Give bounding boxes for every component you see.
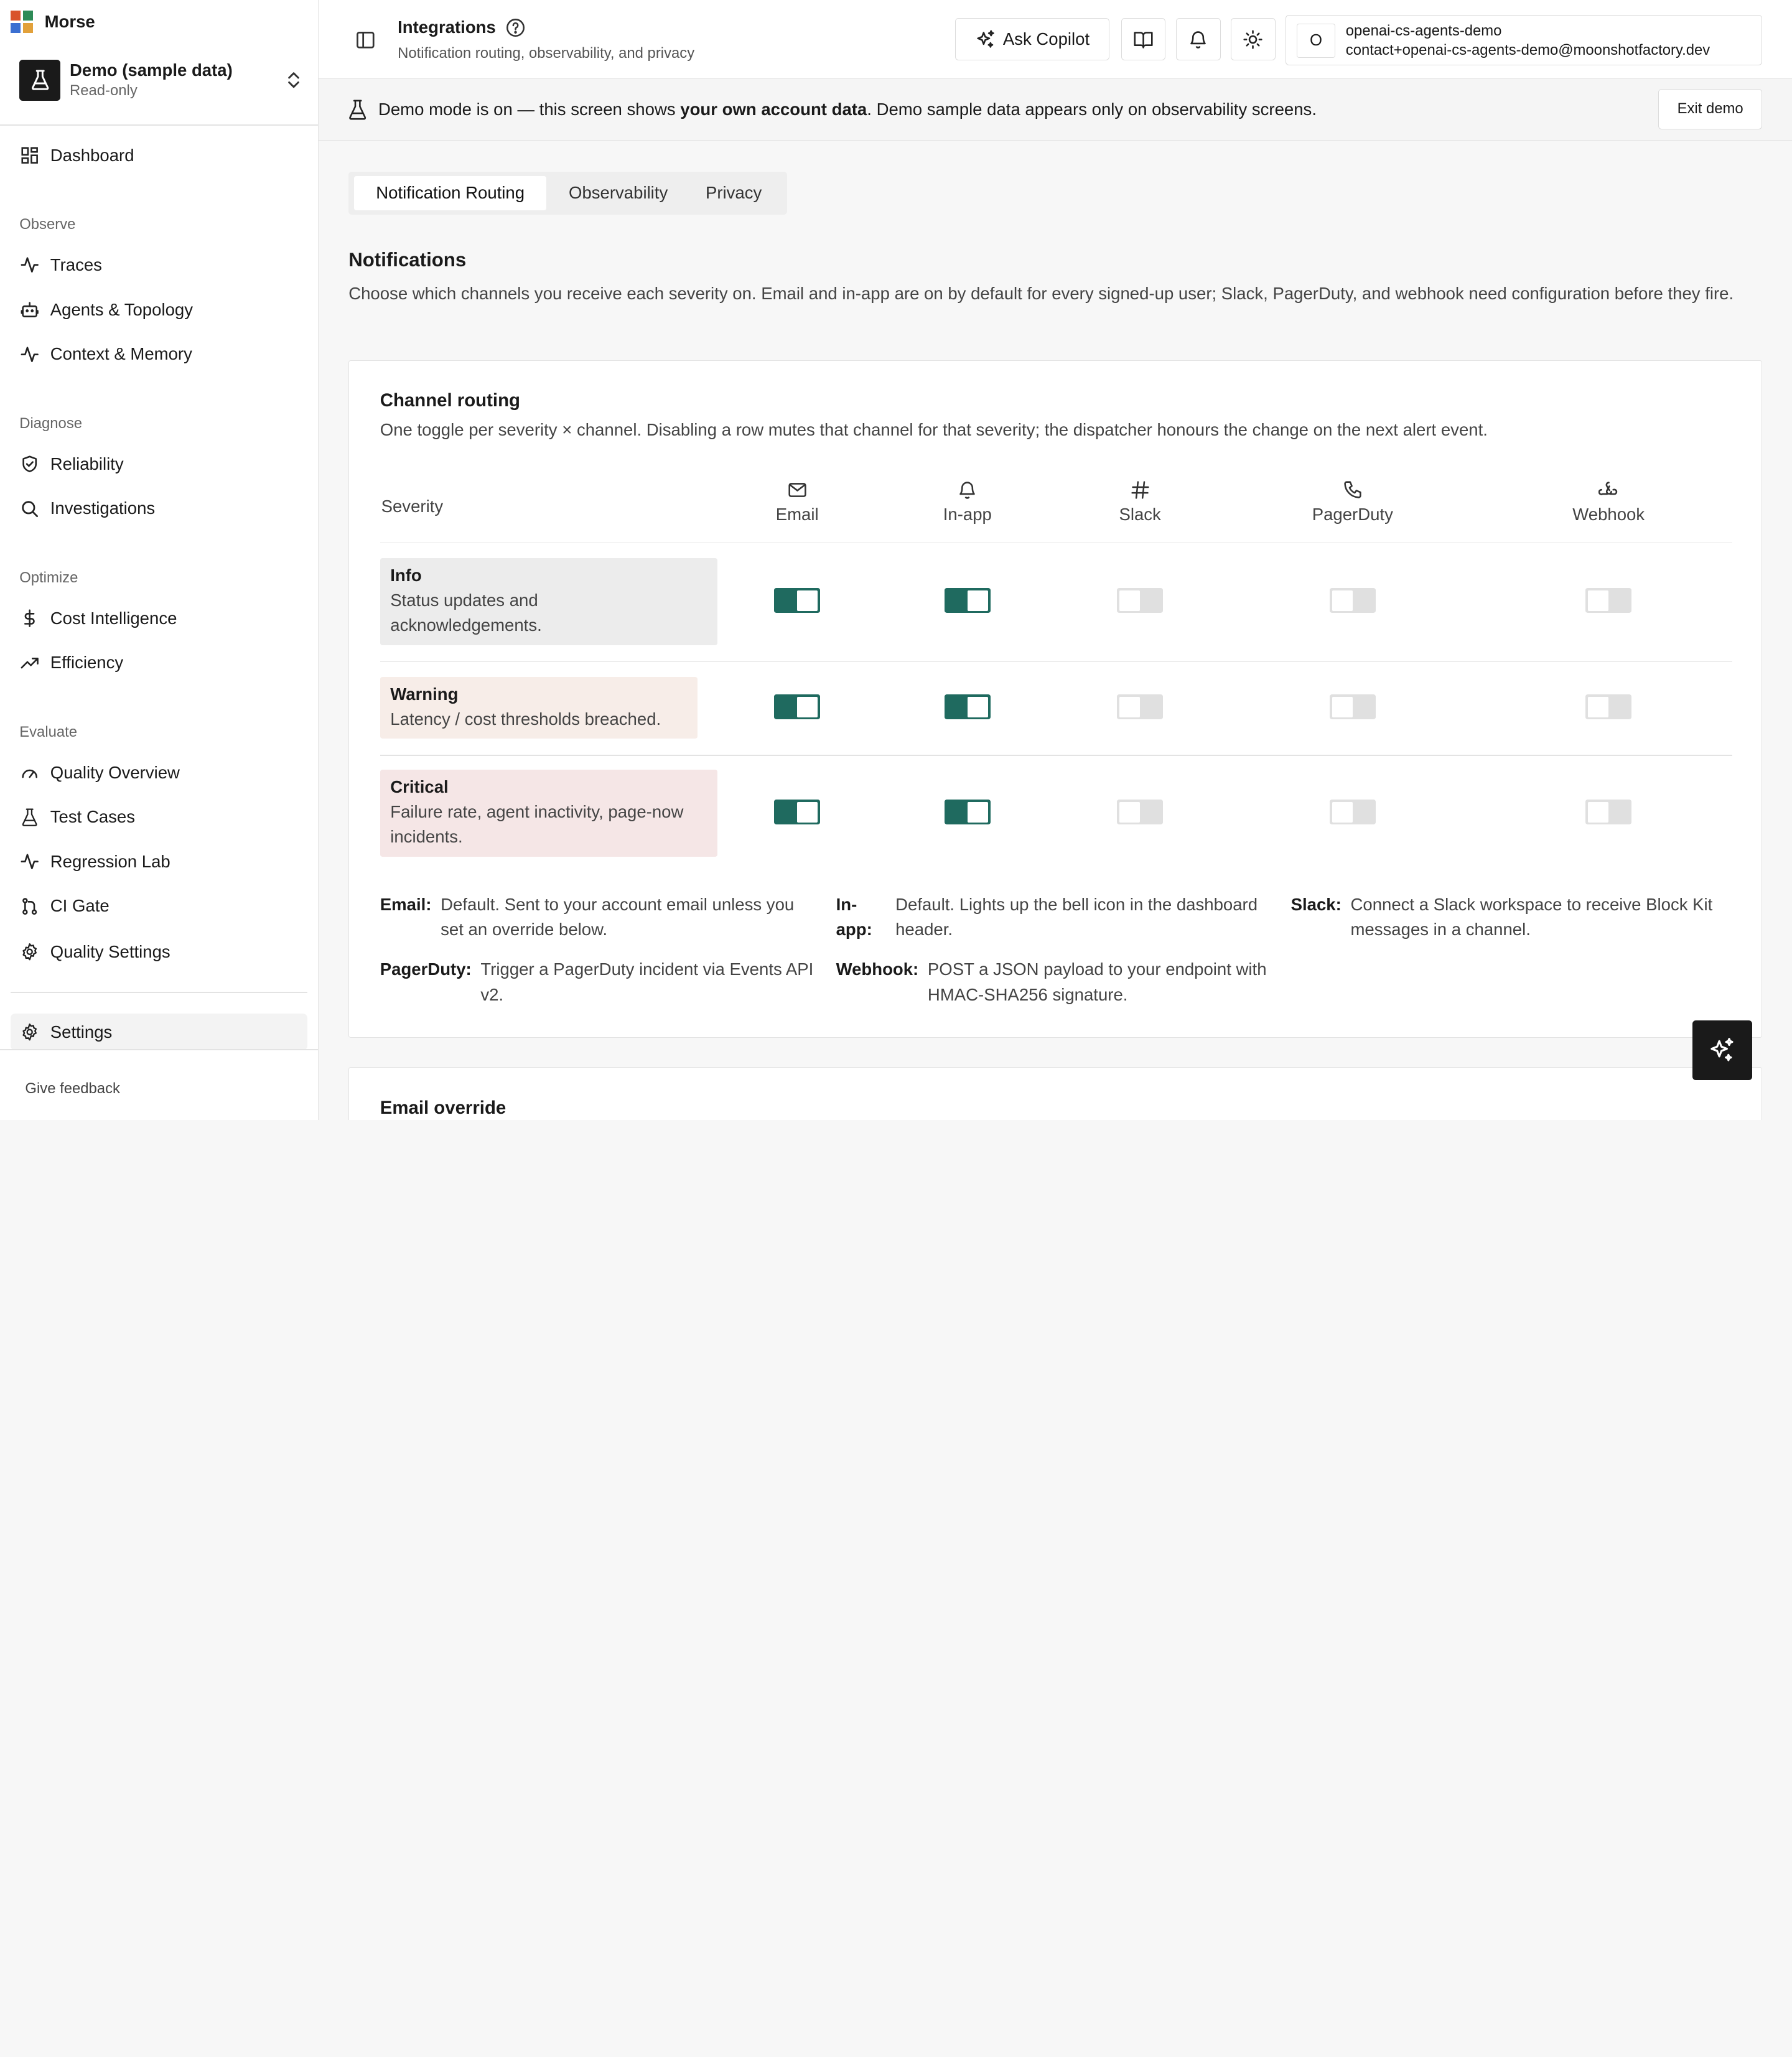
- sidebar-item-regression-lab[interactable]: [11, 843, 308, 880]
- dollar-icon: [21, 609, 39, 627]
- sidebar-item-quality-settings[interactable]: [11, 934, 308, 971]
- toggle-info-pagerduty[interactable]: [1330, 588, 1375, 613]
- toggle-info-slack[interactable]: [1117, 588, 1162, 613]
- sidebar-item-traces[interactable]: [11, 247, 308, 284]
- legend-slack: [1291, 892, 1732, 943]
- legend-text: Trigger a PagerDuty incident via Events API v2.: [480, 959, 814, 1004]
- sidebar-item-label: Investigations: [50, 498, 156, 518]
- sidebar-item-test-cases[interactable]: [11, 799, 308, 836]
- sidebar-item-reliability[interactable]: [11, 445, 308, 482]
- phone-icon: [1342, 480, 1363, 500]
- workspace-switcher[interactable]: [19, 57, 305, 103]
- channel-label: Webhook: [1572, 504, 1645, 524]
- help-circle-icon[interactable]: [505, 17, 526, 38]
- docs-button[interactable]: [1121, 18, 1166, 60]
- nav-group-title: Optimize: [19, 569, 78, 586]
- copilot-fab-button[interactable]: [1692, 1020, 1752, 1080]
- channel-label: Slack: [1119, 504, 1161, 524]
- severity-warning: [380, 677, 698, 739]
- table-divider: [380, 543, 1732, 544]
- toggle-warning-pagerduty[interactable]: [1330, 694, 1375, 719]
- sidebar-toggle-icon[interactable]: [354, 29, 377, 52]
- toggle-info-email[interactable]: [774, 588, 819, 613]
- workspace-name: Demo (sample data): [70, 60, 233, 80]
- ask-copilot-label: Ask Copilot: [1002, 29, 1090, 49]
- book-open-icon: [1133, 29, 1154, 50]
- sparkles-icon: [1709, 1037, 1736, 1064]
- severity-name: Critical: [390, 777, 449, 797]
- legend-text: Default. Sent to your account email unless you set an override below.: [441, 894, 795, 940]
- legend-key: PagerDuty:: [380, 959, 472, 979]
- legend-key: Slack:: [1290, 894, 1342, 914]
- banner-text-part: . Demo sample data appears only on observability screens.: [867, 99, 1317, 119]
- toggle-info-in-app[interactable]: [945, 588, 990, 613]
- search-icon: [21, 500, 39, 518]
- sidebar-item-investigations[interactable]: [11, 490, 308, 527]
- channel-label: In-app: [943, 504, 992, 524]
- column-header-pagerduty: [1284, 480, 1421, 525]
- sidebar-item-label: Agents & Topology: [50, 299, 193, 319]
- column-header-slack: [1071, 480, 1208, 525]
- bell-icon: [957, 480, 978, 500]
- bell-icon: [1188, 29, 1208, 50]
- severity-critical: [380, 770, 717, 857]
- avatar: O: [1297, 24, 1335, 58]
- gauge-icon: [21, 763, 39, 781]
- gear-icon: [21, 1023, 39, 1041]
- sidebar-item-label: Quality Settings: [50, 941, 170, 961]
- channel-routing-title: Channel routing: [380, 390, 520, 411]
- notifications-title: Notifications: [348, 249, 467, 271]
- sidebar: [0, 0, 319, 1120]
- sidebar-item-label: Test Cases: [50, 807, 136, 827]
- toggle-critical-pagerduty[interactable]: [1330, 800, 1375, 824]
- sidebar-divider: [0, 124, 319, 126]
- demo-banner: [319, 79, 1792, 141]
- robot-icon: [21, 301, 39, 319]
- brand[interactable]: [11, 11, 95, 34]
- sidebar-item-label: Efficiency: [50, 653, 124, 673]
- top-bar: [319, 0, 1792, 79]
- legend-email: [380, 892, 803, 943]
- git-branch-icon: [21, 897, 39, 915]
- flask-icon: [348, 100, 366, 120]
- sidebar-item-label: Reliability: [50, 454, 124, 473]
- severity-description: Latency / cost thresholds breached.: [390, 709, 661, 729]
- email-override-card: [348, 1067, 1762, 1119]
- table-divider: [380, 755, 1732, 756]
- dashboard-icon: [21, 146, 39, 164]
- toggle-critical-slack[interactable]: [1117, 800, 1162, 824]
- sidebar-item-label: Traces: [50, 255, 102, 275]
- page-subtitle: Notification routing, observability, and privacy: [398, 44, 695, 62]
- tab-notification-routing[interactable]: Notification Routing: [354, 176, 546, 210]
- nav-group-title: Evaluate: [19, 723, 78, 740]
- page-title: Integrations: [398, 17, 496, 37]
- toggle-warning-slack[interactable]: [1117, 694, 1162, 719]
- severity-description: Failure rate, agent inactivity, page-now incidents.: [390, 801, 684, 847]
- toggle-warning-in-app[interactable]: [945, 694, 990, 719]
- sun-icon: [1243, 29, 1263, 50]
- sidebar-item-label: Settings: [50, 1022, 113, 1042]
- pulse-icon: [21, 256, 39, 274]
- sidebar-item-label: Regression Lab: [50, 851, 170, 871]
- legend-text: POST a JSON payload to your endpoint with HMAC-SHA256 signature.: [927, 959, 1267, 1004]
- sidebar-item-label: Quality Overview: [50, 762, 180, 782]
- severity-name: Warning: [390, 684, 459, 704]
- severity-name: Info: [390, 566, 422, 585]
- notifications-description: Choose which channels you receive each severity on. Email and in-app are on by default for every signed-up user; Slack, PagerDuty, and webhook need configuration before they fire.: [348, 283, 1734, 303]
- channel-routing-description: One toggle per severity × channel. Disabling a row mutes that channel for that severity; the dispatcher honours the change on the next alert event.: [380, 420, 1488, 440]
- theme-toggle-button[interactable]: [1231, 18, 1276, 60]
- account-name: openai-cs-agents-demo: [1345, 22, 1502, 39]
- toggle-critical-in-app[interactable]: [945, 800, 990, 824]
- nav-group-title: Observe: [19, 216, 76, 233]
- chevron-up-down-icon: [282, 68, 306, 91]
- exit-demo-button[interactable]: Exit demo: [1658, 89, 1762, 129]
- severity-column-header: Severity: [381, 497, 444, 516]
- toggle-warning-webhook[interactable]: [1585, 694, 1631, 719]
- ask-copilot-button[interactable]: [955, 18, 1109, 60]
- webhook-icon: [1598, 480, 1619, 500]
- banner-text-bold: your own account data: [680, 99, 867, 119]
- channel-routing-card: [348, 360, 1762, 1038]
- tab-privacy[interactable]: Privacy: [705, 183, 762, 203]
- channel-label: Email: [775, 504, 819, 524]
- severity-info: [380, 558, 717, 645]
- notifications-button[interactable]: [1176, 18, 1221, 60]
- hash-icon: [1130, 480, 1150, 500]
- legend-in-app: [836, 892, 1259, 943]
- sidebar-item-quality-overview[interactable]: [11, 754, 308, 791]
- column-header-in-app: [899, 480, 1036, 525]
- account-email: contact+openai-cs-agents-demo@moonshotfactory.dev: [1345, 42, 1710, 59]
- legend-pagerduty: [380, 957, 814, 1007]
- banner-text-part: Demo mode is on — this screen shows: [378, 99, 681, 119]
- toggle-info-webhook[interactable]: [1585, 588, 1631, 613]
- sidebar-item-settings[interactable]: [11, 1014, 308, 1050]
- sidebar-item-ci-gate[interactable]: [11, 888, 308, 925]
- give-feedback-link[interactable]: Give feedback: [25, 1080, 120, 1097]
- workspace-mode: Read-only: [70, 82, 138, 100]
- legend-key: Webhook:: [836, 959, 919, 979]
- mail-icon: [787, 480, 808, 500]
- sidebar-item-cost-intelligence[interactable]: [11, 600, 308, 637]
- shield-check-icon: [21, 455, 39, 473]
- channel-label: PagerDuty: [1312, 504, 1393, 524]
- column-header-webhook: [1540, 480, 1677, 525]
- sidebar-item-agents-topology[interactable]: [11, 291, 308, 328]
- demo-banner-text: [378, 100, 1317, 119]
- legend-webhook: [836, 957, 1271, 1007]
- pulse-icon: [21, 345, 39, 363]
- flask-icon: [21, 808, 39, 826]
- sidebar-divider: [11, 992, 308, 993]
- email-override-title: Email override: [380, 1098, 506, 1119]
- page-title-group: [398, 17, 525, 38]
- sparkles-icon: [976, 29, 996, 50]
- toggle-warning-email[interactable]: [774, 694, 819, 719]
- pulse-icon: [21, 852, 39, 870]
- legend-key: Email:: [380, 894, 432, 914]
- sidebar-divider: [0, 1049, 319, 1050]
- sidebar-item-dashboard[interactable]: [11, 137, 308, 174]
- sidebar-item-label: CI Gate: [50, 896, 110, 916]
- sidebar-item-context-memory[interactable]: [11, 336, 308, 373]
- brand-name: Morse: [44, 11, 95, 31]
- morse-logo-icon: [11, 11, 34, 34]
- toggle-critical-webhook[interactable]: [1585, 800, 1631, 824]
- integration-tabs: [348, 172, 787, 215]
- toggle-critical-email[interactable]: [774, 800, 819, 824]
- gear-icon: [21, 943, 39, 961]
- sidebar-item-label: Cost Intelligence: [50, 608, 177, 628]
- trending-up-icon: [21, 654, 39, 672]
- nav-group-title: Diagnose: [19, 414, 83, 432]
- flask-icon: [19, 60, 60, 101]
- table-divider: [380, 661, 1732, 663]
- sidebar-item-label: Context & Memory: [50, 344, 192, 364]
- legend-text: Default. Lights up the bell icon in the dashboard header.: [895, 894, 1258, 940]
- sidebar-item-efficiency[interactable]: [11, 645, 308, 681]
- account-menu[interactable]: [1286, 15, 1762, 65]
- severity-description: Status updates and acknowledgements.: [390, 590, 542, 635]
- sidebar-item-label: Dashboard: [50, 145, 134, 165]
- legend-text: Connect a Slack workspace to receive Block Kit messages in a channel.: [1350, 894, 1713, 940]
- column-header-email: [729, 480, 866, 525]
- legend-key: In-app:: [836, 894, 872, 940]
- tab-observability[interactable]: Observability: [569, 183, 668, 203]
